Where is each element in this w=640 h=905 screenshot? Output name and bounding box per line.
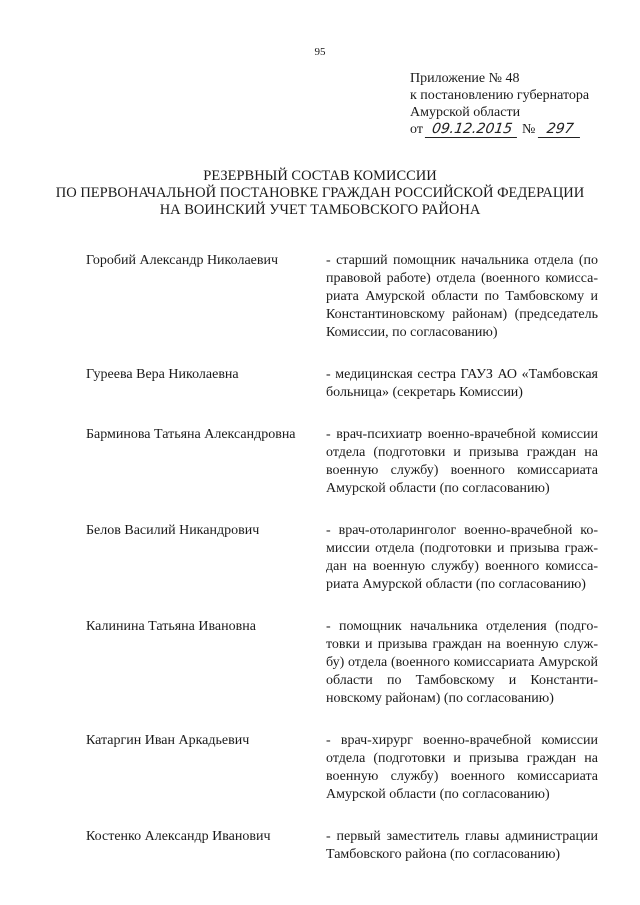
title-line-1: РЕЗЕРВНЫЙ СОСТАВ КОМИССИИ xyxy=(203,168,437,184)
appendix-title: Приложение № 48 xyxy=(410,71,520,86)
member-name: Барминова Татьяна Александровна xyxy=(86,427,296,442)
member-row xyxy=(86,252,598,342)
member-role: - помощник начальника отделения (подготовки и призыва граждан на военную службу) отдела (военного комиссариата Амурской области по Тамбовскому и Константиновскому районам) (по согласованию) xyxy=(326,619,598,706)
handwritten-date: 09.12.2015 xyxy=(425,122,519,138)
member-row xyxy=(86,522,598,594)
member-name: Гуреева Вера Николаевна xyxy=(86,367,239,382)
page-number: 95 xyxy=(314,46,326,58)
member-row xyxy=(86,828,598,864)
member-row xyxy=(86,618,598,708)
member-role: - врач-отоларинголог военно-врачебной комиссии отдела (подготовки и призыва граждан на военную службу) военного комиссариата Амурской области (по согласованию) xyxy=(326,523,598,592)
member-row xyxy=(86,366,598,402)
title-line-2: ПО ПЕРВОНАЧАЛЬНОЙ ПОСТАНОВКЕ ГРАЖДАН РОССИЙСКОЙ ФЕДЕРАЦИИ xyxy=(55,185,585,201)
title-line-3: НА ВОИНСКИЙ УЧЕТ ТАМБОВСКОГО РАЙОНА xyxy=(159,202,481,218)
member-name: Костенко Александр Иванович xyxy=(86,829,271,844)
appendix-decree: к постановлению губернатора xyxy=(410,88,590,103)
member-role: - медицинская сестра ГАУЗ АО «Тамбовская больница» (секретарь Комиссии) xyxy=(326,367,598,400)
appendix-date-line xyxy=(410,121,589,138)
member-name: Катаргин Иван Аркадьевич xyxy=(86,733,250,748)
members-list xyxy=(86,252,598,888)
member-name: Белов Василий Никандрович xyxy=(86,523,260,538)
member-role: - старший помощник начальника отдела (по правовой работе) отдела (военного комиссариата Амурской области по Тамбовскому и Константиновскому районам) (председатель Комиссии, по согласованию) xyxy=(326,253,598,340)
number-prefix: № xyxy=(521,122,536,137)
handwritten-number: 297 xyxy=(538,122,582,138)
member-role: - врач-хирург военно-врачебной комиссии отдела (подготовки и призыва граждан на военную службу) военного комиссариата Амурской области (по согласованию) xyxy=(326,733,598,802)
member-name: Горобий Александр Николаевич xyxy=(86,253,279,268)
member-row xyxy=(86,732,598,804)
appendix-block xyxy=(410,70,589,138)
document-title xyxy=(0,168,640,219)
appendix-region: Амурской области xyxy=(410,105,521,120)
member-role: - первый заместитель главы администрации Тамбовского района (по согласованию) xyxy=(326,829,598,862)
member-role: - врач-психиатр военно-врачебной комиссии отдела (подготовки и призыва граждан на военную службу) военного комиссариата Амурской области (по согласованию) xyxy=(326,427,598,496)
member-row xyxy=(86,426,598,498)
date-prefix: от xyxy=(410,122,423,137)
member-name: Калинина Татьяна Ивановна xyxy=(86,619,256,634)
